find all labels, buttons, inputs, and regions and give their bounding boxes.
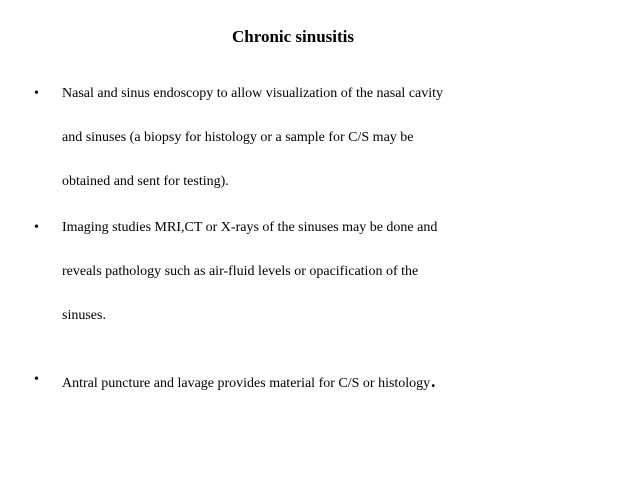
bullet-text-line: reveals pathology such as air-fluid levels or opacification of the bbox=[62, 264, 419, 279]
bullet-text-line: Nasal and sinus endoscopy to allow visualization of the nasal cavity bbox=[62, 86, 444, 101]
bullet-text-line: Imaging studies MRI,CT or X-rays of the sinuses may be done and bbox=[62, 220, 438, 235]
bullet-text-line: and sinuses (a biopsy for histology or a sample for C/S may be bbox=[62, 130, 414, 145]
bullet-text-line bbox=[62, 367, 437, 394]
slide-title: Chronic sinusitis bbox=[231, 27, 355, 46]
bullet-text-line: obtained and sent for testing). bbox=[62, 174, 229, 189]
bullet-text: Antral puncture and lavage provides material for C/S or histology bbox=[62, 376, 431, 391]
bullet-text-line: sinuses. bbox=[62, 308, 106, 323]
bullet-icon: • bbox=[34, 86, 39, 101]
bullet-end-mark: . bbox=[430, 367, 437, 393]
bullet-icon: • bbox=[34, 372, 39, 387]
bullet-icon: • bbox=[34, 220, 39, 235]
